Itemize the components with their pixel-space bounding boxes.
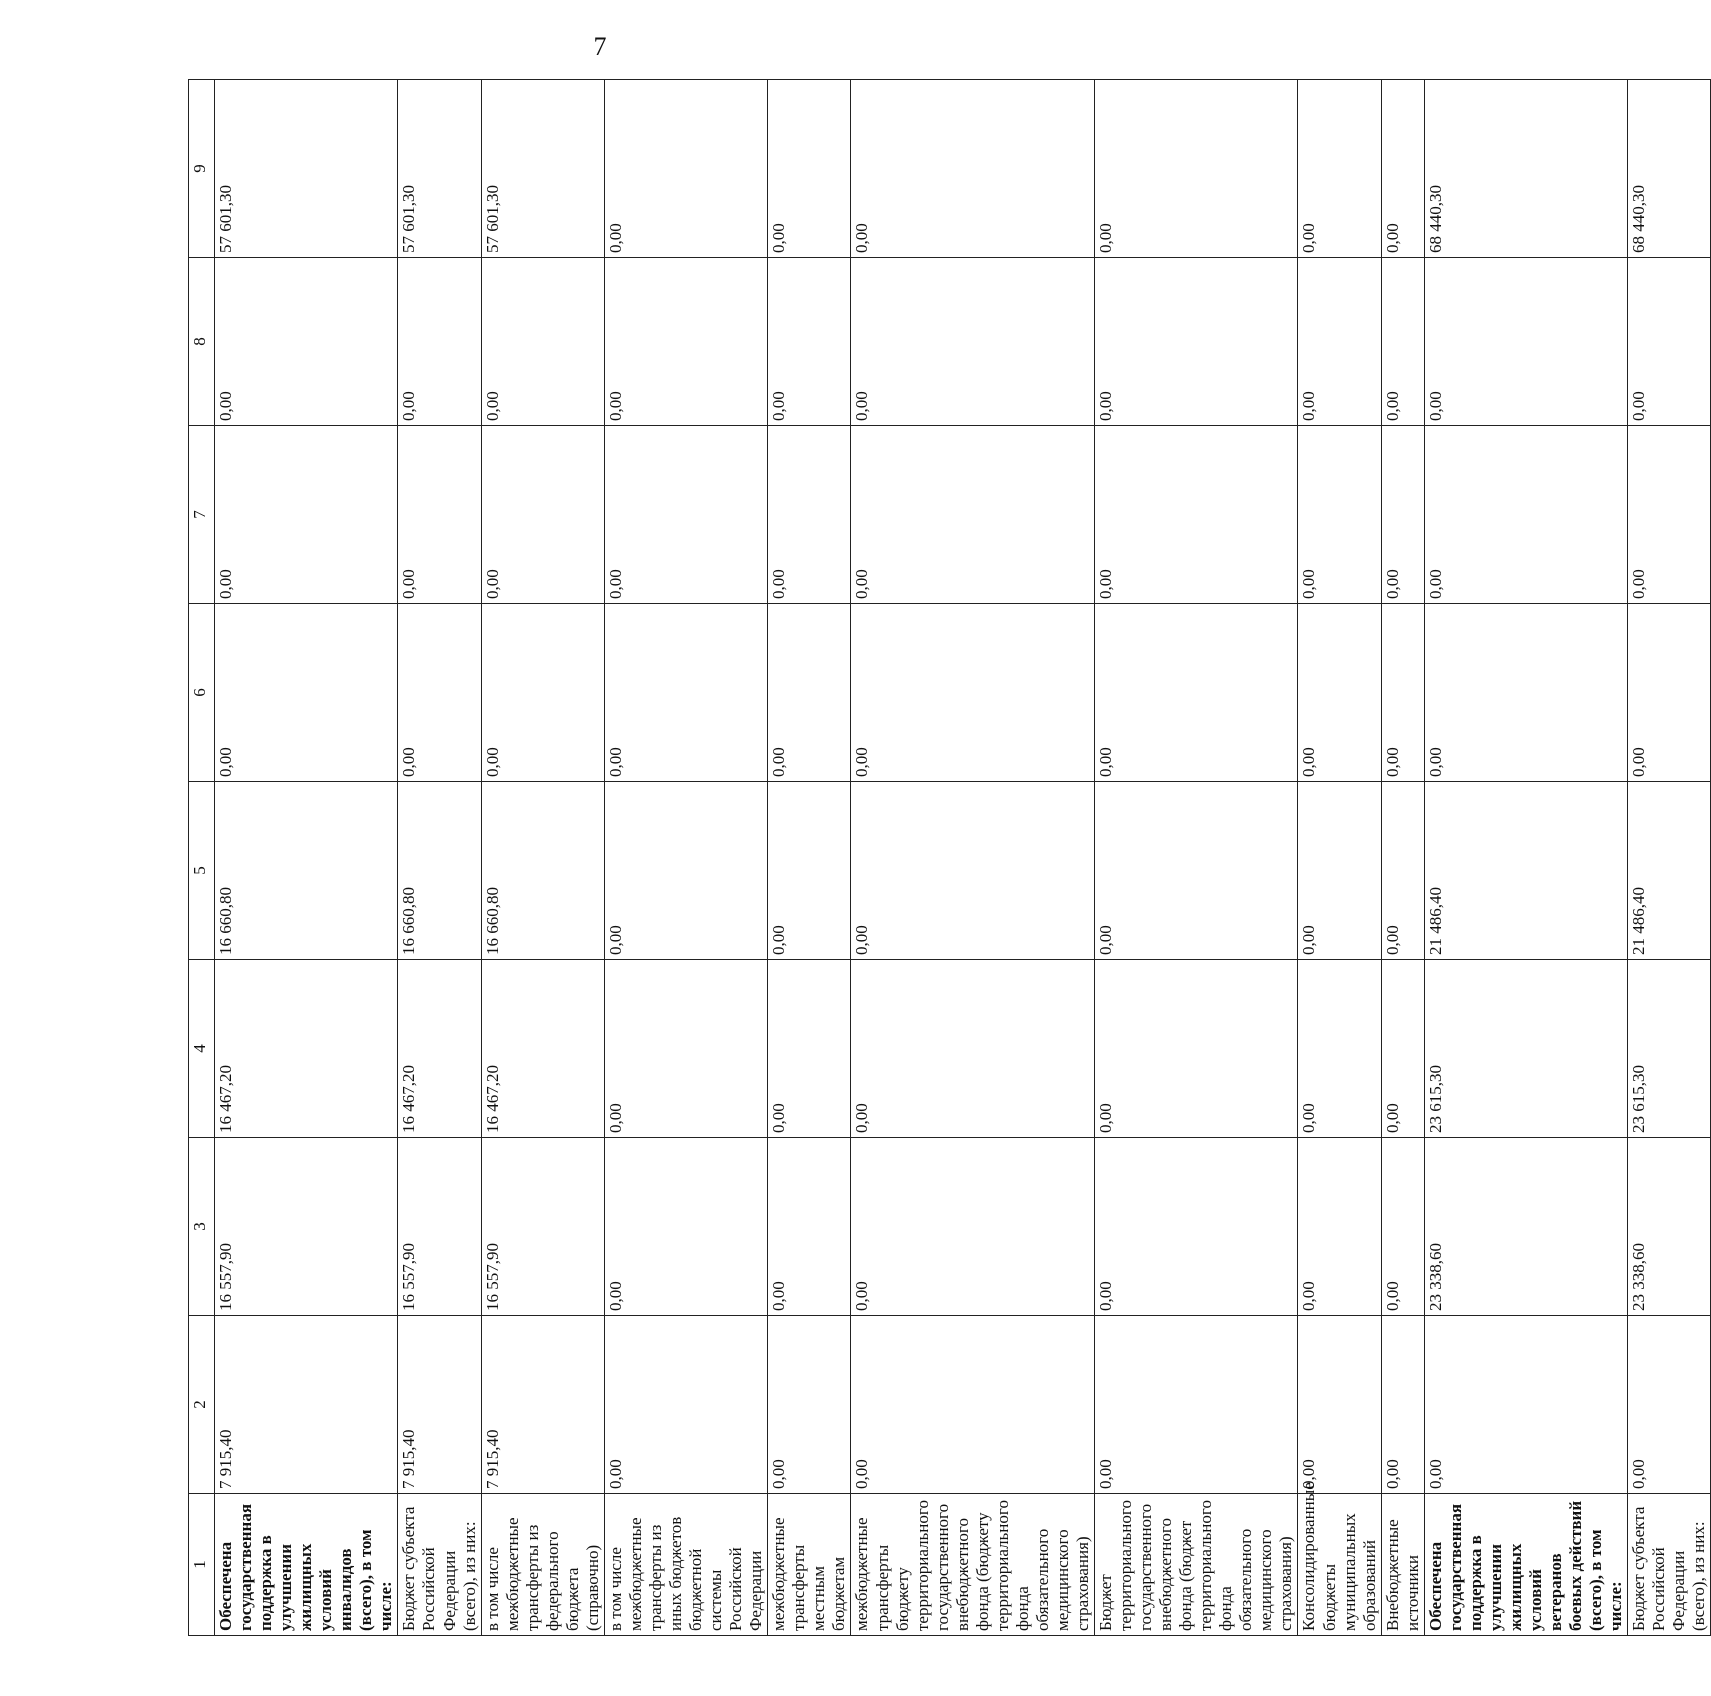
value-cell: 0,00: [481, 258, 604, 426]
table-row: [604, 80, 767, 1636]
column-header-4: 4: [189, 960, 215, 1138]
value-cell: 0,00: [851, 960, 1095, 1138]
value-cell: 0,00: [604, 80, 767, 258]
value-cell: 16 557,90: [215, 1138, 398, 1316]
value-cell: 0,00: [398, 426, 481, 604]
value-cell: 16 557,90: [398, 1138, 481, 1316]
value-cell: 0,00: [481, 604, 604, 782]
value-cell: 0,00: [851, 1316, 1095, 1494]
table-row: [1381, 80, 1424, 1636]
table-row: [398, 80, 481, 1636]
value-cell: 0,00: [1381, 1138, 1424, 1316]
value-cell: 57 601,30: [481, 80, 604, 258]
value-cell: 0,00: [1298, 604, 1381, 782]
value-cell: 0,00: [604, 782, 767, 960]
row-label: Внебюджетные источники: [1381, 1494, 1424, 1636]
value-cell: 0,00: [1381, 960, 1424, 1138]
value-cell: 0,00: [851, 1138, 1095, 1316]
value-cell: 16 467,20: [481, 960, 604, 1138]
value-cell: 0,00: [604, 426, 767, 604]
value-cell: 0,00: [1381, 1316, 1424, 1494]
value-cell: 0,00: [851, 80, 1095, 258]
value-cell: 0,00: [1424, 604, 1627, 782]
value-cell: 68 440,30: [1628, 80, 1711, 258]
value-cell: 0,00: [1298, 960, 1381, 1138]
row-label: Бюджет субъекта Российской Федерации (всего), из них:: [1628, 1494, 1711, 1636]
value-cell: 0,00: [1298, 426, 1381, 604]
value-cell: 0,00: [851, 604, 1095, 782]
value-cell: 0,00: [768, 782, 851, 960]
column-header-1: 1: [189, 1494, 215, 1636]
value-cell: 0,00: [481, 426, 604, 604]
value-cell: 0,00: [604, 960, 767, 1138]
value-cell: 0,00: [1298, 258, 1381, 426]
column-header-9: 9: [189, 80, 215, 258]
value-cell: 0,00: [851, 782, 1095, 960]
value-cell: 0,00: [1381, 604, 1424, 782]
value-cell: 0,00: [1095, 80, 1298, 258]
value-cell: 0,00: [1381, 258, 1424, 426]
table-row: [851, 80, 1095, 1636]
value-cell: 57 601,30: [215, 80, 398, 258]
value-cell: 16 660,80: [481, 782, 604, 960]
value-cell: 0,00: [768, 258, 851, 426]
table-row: [1095, 80, 1298, 1636]
value-cell: 0,00: [1628, 604, 1711, 782]
column-header-6: 6: [189, 604, 215, 782]
value-cell: 0,00: [1095, 426, 1298, 604]
value-cell: 0,00: [604, 604, 767, 782]
value-cell: 0,00: [768, 604, 851, 782]
value-cell: 0,00: [1095, 258, 1298, 426]
value-cell: 0,00: [1628, 426, 1711, 604]
table-row: [1424, 80, 1627, 1636]
value-cell: 16 660,80: [398, 782, 481, 960]
value-cell: 0,00: [1424, 1316, 1627, 1494]
value-cell: 0,00: [1095, 960, 1298, 1138]
row-label: Обеспечена государственная поддержка в улучшении жилищных условий ветеранов боевых действий (всего), в том числе:: [1424, 1494, 1627, 1636]
row-label: Обеспечена государственная поддержка в улучшении жилищных условий инвалидов (всего), в том числе:: [215, 1494, 398, 1636]
column-header-5: 5: [189, 782, 215, 960]
value-cell: 0,00: [1298, 782, 1381, 960]
value-cell: 0,00: [1298, 1138, 1381, 1316]
value-cell: 0,00: [768, 960, 851, 1138]
value-cell: 16 660,80: [215, 782, 398, 960]
value-cell: 21 486,40: [1628, 782, 1711, 960]
column-header-7: 7: [189, 426, 215, 604]
value-cell: 0,00: [1298, 80, 1381, 258]
value-cell: 16 467,20: [398, 960, 481, 1138]
value-cell: 0,00: [604, 1138, 767, 1316]
table-row: [1298, 80, 1381, 1636]
value-cell: 0,00: [398, 258, 481, 426]
value-cell: 7 915,40: [215, 1316, 398, 1494]
value-cell: 0,00: [1381, 80, 1424, 258]
value-cell: 23 338,60: [1424, 1138, 1627, 1316]
value-cell: 0,00: [1628, 258, 1711, 426]
budget-table-rotated: [188, 80, 1709, 1636]
value-cell: 16 467,20: [215, 960, 398, 1138]
value-cell: 0,00: [1424, 258, 1627, 426]
value-cell: 0,00: [398, 604, 481, 782]
value-cell: 0,00: [215, 258, 398, 426]
value-cell: 0,00: [1381, 426, 1424, 604]
table-row: [1628, 80, 1711, 1636]
row-label: Консолидированные бюджеты муниципальных образований: [1298, 1494, 1381, 1636]
table-row: [481, 80, 604, 1636]
value-cell: 0,00: [1381, 782, 1424, 960]
table-row: [768, 80, 851, 1636]
value-cell: 23 615,30: [1628, 960, 1711, 1138]
value-cell: 0,00: [1424, 426, 1627, 604]
value-cell: 7 915,40: [481, 1316, 604, 1494]
table-row: [215, 80, 398, 1636]
column-header-8: 8: [189, 258, 215, 426]
value-cell: 0,00: [768, 1138, 851, 1316]
value-cell: 0,00: [604, 258, 767, 426]
value-cell: 0,00: [768, 80, 851, 258]
value-cell: 57 601,30: [398, 80, 481, 258]
value-cell: 16 557,90: [481, 1138, 604, 1316]
value-cell: 0,00: [215, 426, 398, 604]
value-cell: 0,00: [604, 1316, 767, 1494]
row-label: Бюджет субъекта Российской Федерации (всего), из них:: [398, 1494, 481, 1636]
row-label: межбюджетные трансферты местным бюджетам: [768, 1494, 851, 1636]
value-cell: 0,00: [851, 426, 1095, 604]
value-cell: 0,00: [1298, 1316, 1381, 1494]
value-cell: 0,00: [215, 604, 398, 782]
value-cell: 0,00: [1095, 1138, 1298, 1316]
value-cell: 0,00: [1095, 604, 1298, 782]
value-cell: 23 615,30: [1424, 960, 1627, 1138]
row-label: Бюджет территориального государственного внебюджетного фонда (бюджет территориального фонда обязательного медицинского страхования): [1095, 1494, 1298, 1636]
value-cell: 0,00: [1628, 1316, 1711, 1494]
value-cell: 23 338,60: [1628, 1138, 1711, 1316]
value-cell: 0,00: [1095, 782, 1298, 960]
row-label: в том числе межбюджетные трансферты из федерального бюджета (справочно): [481, 1494, 604, 1636]
row-label: в том числе межбюджетные трансферты из иных бюджетов бюджетной системы Российской Федерации: [604, 1494, 767, 1636]
value-cell: 0,00: [768, 426, 851, 604]
value-cell: 0,00: [1095, 1316, 1298, 1494]
value-cell: 68 440,30: [1424, 80, 1627, 258]
value-cell: 7 915,40: [398, 1316, 481, 1494]
header-row: [189, 80, 215, 1636]
column-header-2: 2: [189, 1316, 215, 1494]
value-cell: 0,00: [851, 258, 1095, 426]
value-cell: 0,00: [768, 1316, 851, 1494]
row-label: межбюджетные трансферты бюджету территориального государственного внебюджетного фонда (бюджету территориального фонда обязательного медицинского страхования): [851, 1494, 1095, 1636]
value-cell: 21 486,40: [1424, 782, 1627, 960]
column-header-3: 3: [189, 1138, 215, 1316]
page-number: 7: [593, 32, 607, 61]
budget-table: [188, 79, 1711, 1636]
